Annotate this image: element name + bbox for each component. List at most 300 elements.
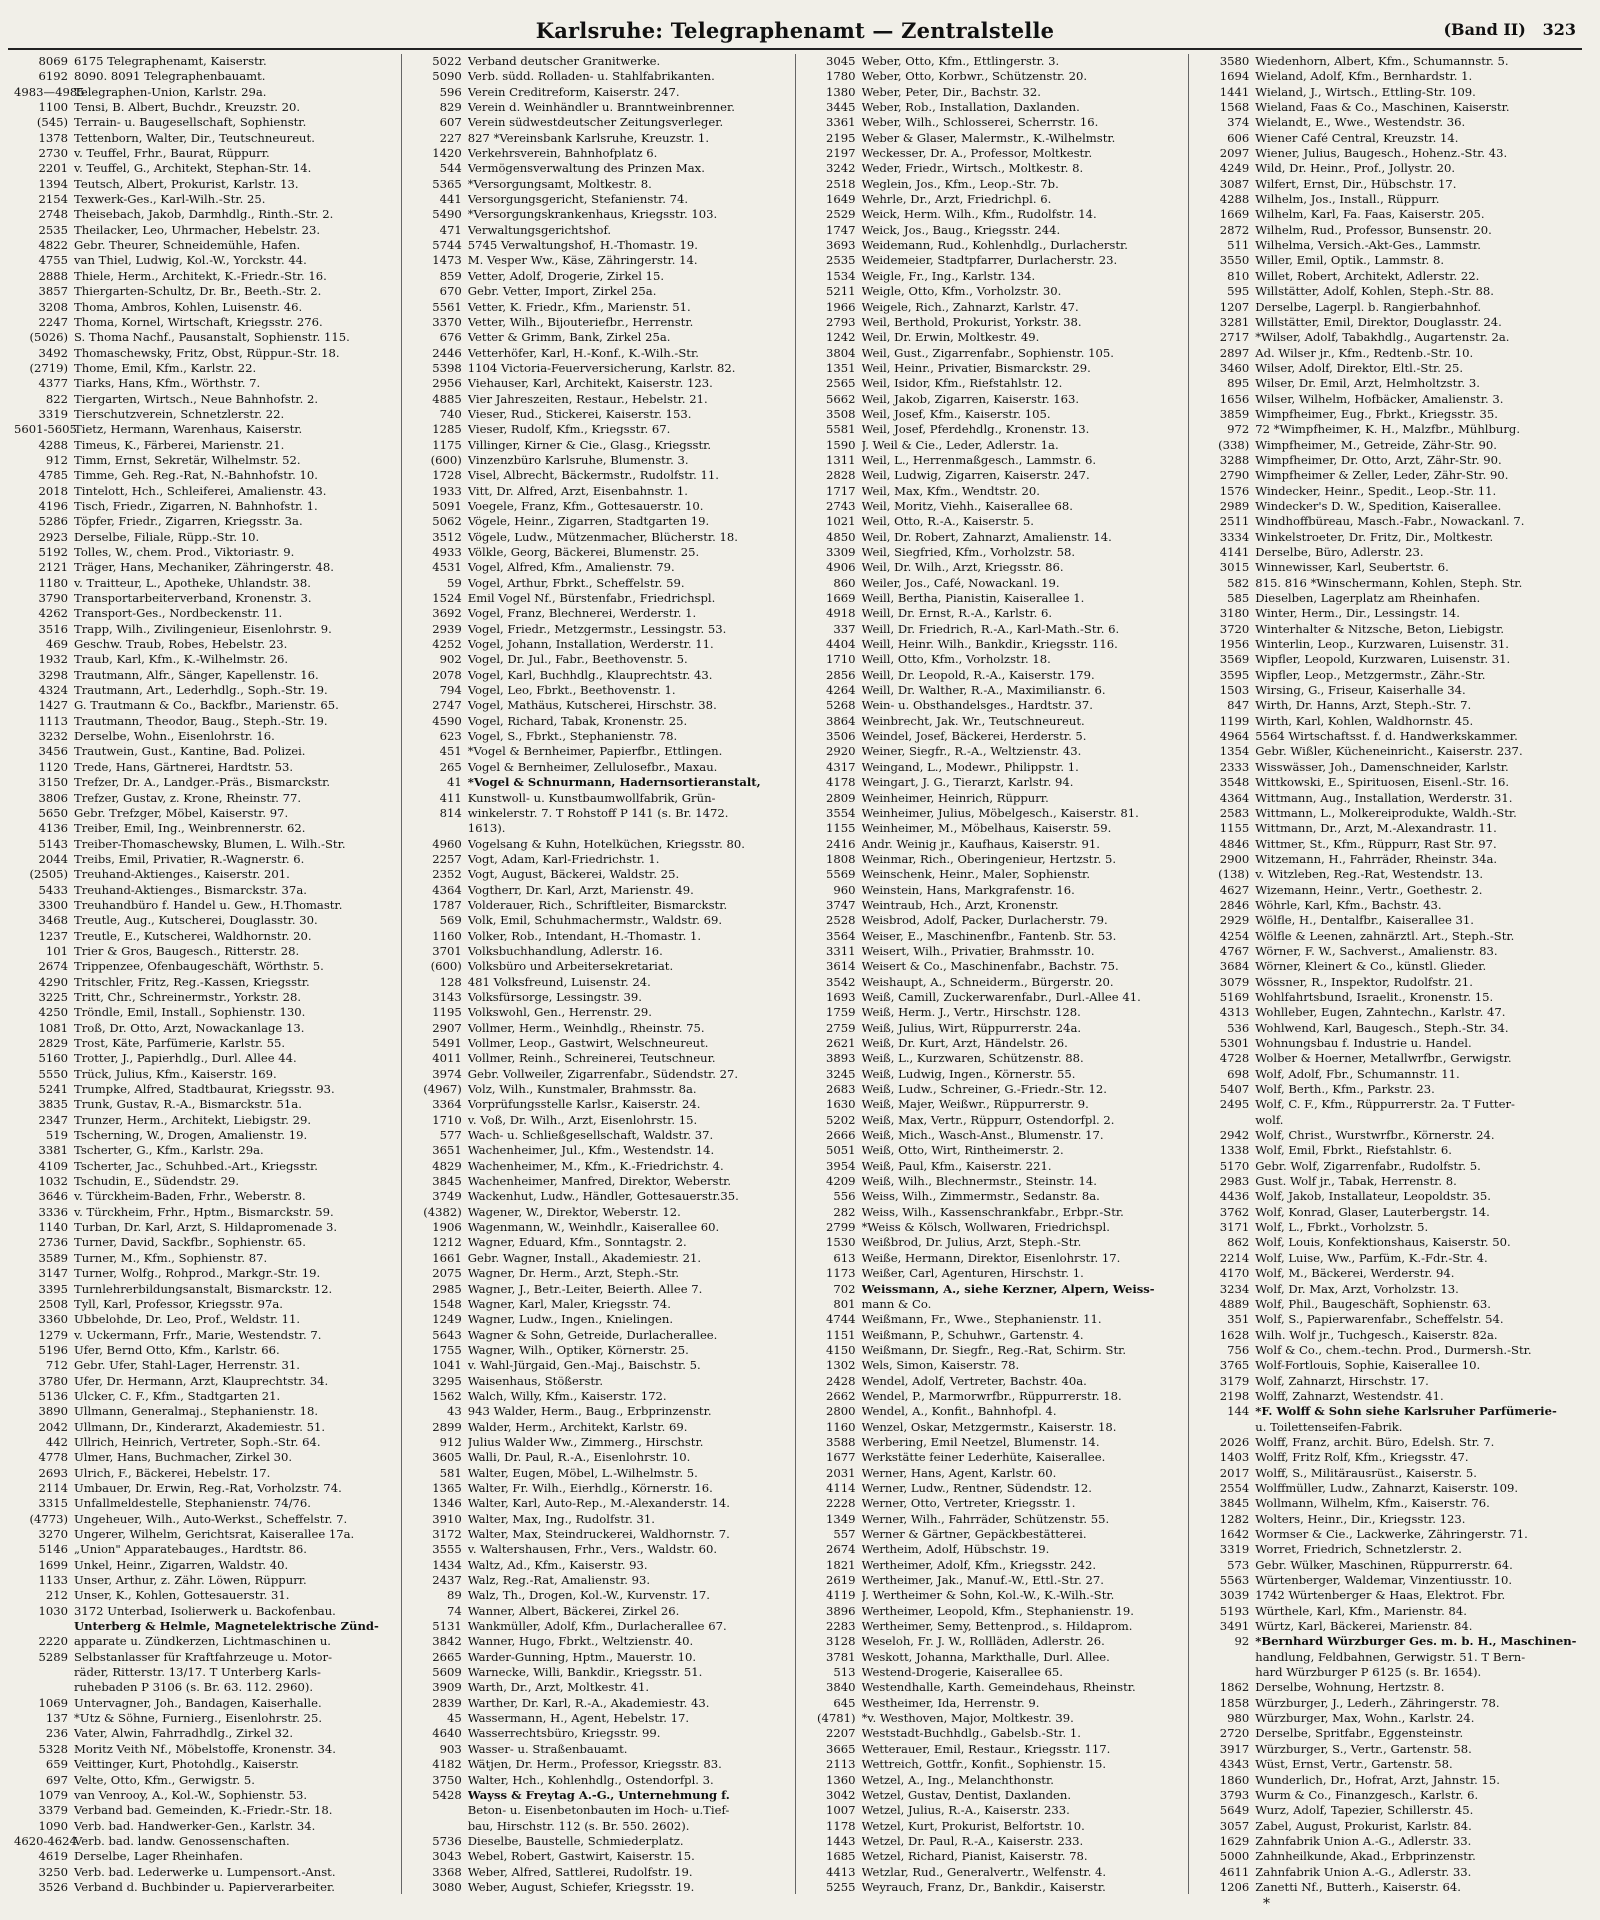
entry-text: Weglein, Jos., Kfm., Leop.-Str. 7b. [861, 176, 1059, 191]
directory-entry [802, 1573, 1183, 1588]
phone-number: 1530 [825, 1235, 856, 1250]
entry-text: Weinstein, Hans, Markgrafenstr. 16. [861, 882, 1075, 897]
entry-text: Derselbe, Filiale, Rüpp.-Str. 10. [74, 529, 260, 544]
entry-text: Texwerk-Ges., Karl-Wilh.-Str. 25. [74, 192, 266, 207]
directory-entry [1195, 1251, 1576, 1266]
phone-number: (4781) [816, 1711, 856, 1726]
entry-text: Wolters, Heinr., Dir., Kriegsstr. 123. [1255, 1511, 1466, 1526]
phone-number: 4785 [38, 468, 68, 483]
entry-text: 1742 Würtenberger & Haas, Elektrot. Fbr. [1255, 1588, 1506, 1603]
entry-text: Wolf, Louis, Konfektionshaus, Kaiserstr. 50. [1255, 1235, 1511, 1250]
entry-text: Ad. Wilser jr., Kfm., Redtenb.-Str. 10. [1255, 345, 1474, 360]
directory-entry [408, 1604, 789, 1619]
entry-text: Wölfle & Leenen, zahnärztl. Art., Steph.-Str. [1255, 928, 1515, 943]
phone-number: 3790 [38, 591, 68, 606]
directory-entry [802, 1051, 1183, 1066]
entry-text: Wolf, Jakob, Installateur, Leopoldstr. 35. [1255, 1189, 1491, 1204]
directory-entry [802, 284, 1183, 299]
entry-text: Weil, Dr. Erwin, Moltkestr. 49. [861, 330, 1040, 345]
directory-entry [408, 1159, 789, 1174]
entry-text: Würthele, Karl, Kfm., Marienstr. 84. [1255, 1603, 1467, 1618]
phone-number: 2683 [825, 1082, 856, 1097]
directory-entry [14, 1159, 395, 1174]
phone-number: 2800 [825, 1404, 856, 1419]
directory-entry [408, 1527, 789, 1542]
phone-number: 1041 [432, 1358, 462, 1373]
directory-entry [14, 315, 395, 330]
directory-entry [408, 146, 789, 161]
entry-text: Weiße, Hermann, Direktor, Eisenlohrstr. 17. [861, 1250, 1121, 1265]
phone-number: 2748 [38, 207, 68, 222]
directory-entry [14, 223, 395, 238]
phone-number: 3319 [1219, 1542, 1250, 1557]
phone-number: 859 [439, 268, 462, 283]
entry-text: Wolf & Co., chem.-techn. Prod., Durmersh.-Str. [1255, 1342, 1532, 1357]
entry-text: Wimpfheimer, M., Getreide, Zähr-Str. 90. [1255, 437, 1497, 452]
entry-text: Weil, Otto, R.-A., Kaiserstr. 5. [861, 514, 1034, 529]
entry-text: Weiss, Wilh., Zimmermstr., Sedanstr. 8a. [861, 1189, 1100, 1204]
phone-number: 2939 [432, 621, 462, 636]
directory-entry [1195, 1711, 1576, 1726]
directory-entry [802, 744, 1183, 759]
entry-text: J. Weil & Cie., Leder, Adlerstr. 1a. [861, 437, 1059, 452]
entry-text: Traub, Karl, Kfm., K.-Wilhelmstr. 26. [74, 652, 289, 667]
phone-number: 3917 [1219, 1741, 1250, 1756]
entry-text: Vogel, Franz, Blechnerei, Werderstr. 1. [467, 606, 697, 621]
phone-number: 5241 [38, 1082, 68, 1097]
entry-text: Wendel, Adolf, Vertreter, Bachstr. 40a. [861, 1373, 1087, 1388]
directory-entry [14, 269, 395, 284]
phone-number: 1427 [38, 698, 68, 713]
directory-entry [408, 791, 789, 806]
phone-number: 2717 [1219, 330, 1250, 345]
phone-number: 4249 [1219, 161, 1250, 176]
phone-number: 577 [439, 1128, 462, 1143]
directory-entry [802, 1036, 1183, 1051]
directory-entry [1195, 1036, 1576, 1051]
entry-text: Weiß, Majer, Weißwr., Rüppurrerstr. 9. [861, 1097, 1089, 1112]
page-header [8, 14, 1582, 50]
entry-text: Weiler, Jos., Café, Nowackanl. 19. [861, 575, 1060, 590]
phone-number: 5744 [432, 238, 462, 253]
phone-number: 1656 [1219, 391, 1250, 406]
entry-text: Volksbuchhandlung, Adlerstr. 16. [467, 943, 663, 958]
phone-number: 980 [1227, 1711, 1250, 1726]
directory-entry [14, 1788, 395, 1803]
directory-entry [408, 1036, 789, 1051]
directory-entry [802, 1696, 1183, 1711]
directory-entry [802, 100, 1183, 115]
entry-text: Verkehrsverein, Bahnhofplatz 6. [467, 146, 658, 161]
phone-number: 2759 [825, 1020, 856, 1035]
entry-text: Wendel, A., Konfit., Bahnhofpl. 4. [861, 1404, 1057, 1419]
entry-text: Weißbrod, Dr. Julius, Arzt, Steph.-Str. [861, 1235, 1082, 1250]
entry-text: Wayss & Freytag A.-G., Unternehmung f. [467, 1787, 730, 1802]
entry-text: Weinheimer, Julius, Möbelgesch., Kaiserstr. 81. [861, 805, 1139, 820]
directory-entry [802, 1389, 1183, 1404]
phone-number: 1685 [825, 1849, 856, 1864]
directory-entry [14, 1496, 395, 1511]
phone-number: 1420 [432, 146, 462, 161]
phone-number: 3750 [432, 1772, 462, 1787]
directory-entry [802, 468, 1183, 483]
directory-entry [14, 637, 395, 652]
directory-entry [802, 1757, 1183, 1772]
phone-number: 1661 [432, 1250, 462, 1265]
directory-entry [408, 161, 789, 176]
directory-entry [1195, 453, 1576, 468]
phone-number: 3974 [432, 1066, 462, 1081]
directory-entry [1195, 1435, 1576, 1450]
directory-entry [408, 883, 789, 898]
phone-number: 4141 [1219, 545, 1250, 559]
directory-entry [408, 115, 789, 130]
directory-entry [408, 1865, 789, 1880]
phone-number: 1380 [825, 84, 856, 99]
directory-entry [408, 253, 789, 268]
directory-entry [802, 192, 1183, 207]
directory-entry [1195, 944, 1576, 959]
directory-entry [408, 1573, 789, 1588]
directory-entry [802, 1665, 1183, 1680]
phone-number: 2907 [432, 1020, 462, 1035]
entry-text: Weindel, Josef, Bäckerei, Herderstr. 5. [861, 729, 1087, 744]
phone-number: 4983—4985 [14, 84, 85, 99]
phone-number: 3910 [432, 1511, 462, 1526]
entry-text: Wiener, Julius, Baugesch., Hohenz.-Str. 43. [1255, 146, 1508, 161]
directory-entry [408, 1374, 789, 1389]
entry-text: Wackenhut, Ludw., Händler, Gottesauerstr.35. [467, 1189, 739, 1204]
phone-number: 2619 [825, 1573, 856, 1588]
entry-text: Wurz, Adolf, Tapezier, Schillerstr. 45. [1255, 1803, 1474, 1818]
entry-text: Wagenmann, W., Weinhdlr., Kaiserallee 60. [467, 1220, 720, 1235]
phone-number: 3150 [38, 775, 68, 790]
phone-number: 4252 [432, 637, 462, 652]
phone-number: 860 [833, 575, 856, 590]
phone-number: 469 [45, 637, 68, 652]
entry-text: Gebr. Wülker, Maschinen, Rüppurrerstr. 64. [1255, 1557, 1513, 1572]
directory-entry [802, 1235, 1183, 1250]
phone-number: 1669 [1219, 207, 1250, 222]
entry-text: Ulmer, Hans, Buchmacher, Zirkel 30. [74, 1450, 293, 1465]
directory-entry [408, 422, 789, 437]
phone-number: (2505) [29, 867, 68, 882]
phone-number: 1403 [1219, 1450, 1250, 1465]
phone-number: 4889 [1219, 1296, 1250, 1311]
phone-number: 5169 [1219, 989, 1250, 1004]
entry-text: Weiser, E., Maschinenfbr., Fantenb. Str. 53. [861, 928, 1117, 943]
entry-text: Telegraphen-Union, Karlstr. 29a. [74, 84, 267, 99]
phone-number: 3288 [1219, 452, 1250, 467]
entry-text: Beton- u. Eisenbetonbauten im Hoch- u.Tief- [467, 1803, 730, 1818]
directory-entry [1195, 1604, 1576, 1619]
entry-text: Weill, Heinr. Wilh., Bankdir., Kriegsstr. 116. [861, 637, 1118, 652]
directory-entry [408, 959, 789, 974]
directory-entry [408, 683, 789, 698]
directory-entry [1195, 1849, 1576, 1864]
entry-text: Weinmar, Rich., Oberingenieur, Hertzstr. 5. [861, 851, 1117, 866]
phone-number: 227 [439, 130, 462, 145]
entry-text: Wolf, Dr. Max, Arzt, Vorholzstr. 13. [1255, 1281, 1459, 1296]
phone-number: 912 [439, 1434, 462, 1449]
phone-number: 2856 [825, 667, 856, 682]
directory-entry [408, 729, 789, 744]
phone-number: 1747 [825, 222, 856, 237]
directory-entry [802, 1312, 1183, 1327]
phone-number: 3445 [825, 100, 856, 115]
phone-number: 2828 [825, 468, 856, 483]
entry-text: Volksfürsorge, Lessingstr. 39. [467, 989, 642, 1004]
directory-entry [14, 1235, 395, 1250]
directory-entry [408, 821, 789, 836]
directory-entry [802, 300, 1183, 315]
directory-entry [1195, 1189, 1576, 1204]
phone-number: 3361 [825, 115, 856, 130]
phone-number: 569 [439, 913, 462, 928]
phone-number: 1932 [38, 652, 68, 667]
entry-text: Zahnfabrik Union A.-G., Adlerstr. 33. [1255, 1864, 1472, 1879]
entry-text: Weiß, Julius, Wirt, Rüppurrerstr. 24a. [861, 1020, 1082, 1035]
phone-number: 2809 [825, 790, 856, 805]
entry-text: Willstätter, Emil, Direktor, Douglasstr. 24. [1255, 314, 1502, 329]
phone-number: 5091 [432, 498, 462, 513]
entry-text: Vogel, S., Fbrkt., Stephanienstr. 78. [467, 729, 678, 744]
phone-number: 4918 [825, 606, 856, 621]
directory-entry [1195, 867, 1576, 882]
phone-number: 3692 [432, 606, 462, 621]
entry-text: Thiergarten-Schultz, Dr. Br., Beeth.-Str. 2. [74, 284, 322, 299]
phone-number: 3588 [825, 1434, 856, 1449]
phone-number: 3460 [1219, 360, 1250, 375]
phone-number: 3589 [38, 1250, 68, 1265]
phone-number: 3554 [825, 805, 856, 820]
entry-text: Vetterhöfer, Karl, H.-Konf., K.-Wilh.-Str. [467, 345, 699, 360]
directory-entry [14, 760, 395, 775]
entry-text: Tritschler, Fritz, Reg.-Kassen, Kriegsstr. [74, 974, 310, 989]
entry-text: *Utz & Söhne, Furnierg., Eisenlohrstr. 25. [74, 1711, 323, 1726]
phone-number: 513 [833, 1665, 856, 1680]
phone-number: 2154 [38, 192, 68, 207]
directory-entry [14, 1450, 395, 1465]
phone-number [1195, 1113, 1255, 1128]
phone-number: 5563 [1219, 1573, 1250, 1588]
entry-text: *Weiss & Kölsch, Wollwaren, Friedrichspl. [861, 1220, 1110, 1235]
phone-number: 74 [446, 1603, 462, 1618]
directory-entry [1195, 223, 1576, 238]
phone-number: 3651 [432, 1143, 462, 1158]
entry-text: Werkstätte feiner Lederhüte, Kaiserallee. [861, 1450, 1106, 1465]
entry-text: Worret, Friedrich, Schnetzlerstr. 2. [1255, 1542, 1462, 1557]
phone-number: 3864 [825, 713, 856, 728]
entry-text: Würzburger, J., Lederh., Zähringerstr. 78. [1255, 1695, 1500, 1710]
directory-entry [1195, 1726, 1576, 1741]
phone-number: 2730 [38, 146, 68, 161]
phone-number: 4850 [825, 529, 856, 544]
phone-number: 3270 [38, 1527, 68, 1541]
directory-entry [802, 883, 1183, 898]
entry-text: Winterlin, Leop., Kurzwaren, Luisenstr. 31. [1255, 637, 1509, 652]
directory-entry [802, 1343, 1183, 1358]
phone-number: 2347 [38, 1112, 68, 1127]
phone-number: 2220 [38, 1634, 68, 1649]
directory-entry [14, 238, 395, 253]
phone-number: 902 [439, 652, 462, 667]
entry-text: Weill, Dr. Ernst, R.-A., Karlstr. 6. [861, 606, 1053, 621]
entry-text: Vetter & Grimm, Bank, Zirkel 25a. [467, 330, 671, 345]
phone-number: 3893 [825, 1051, 856, 1066]
phone-number: 4178 [825, 775, 856, 790]
entry-text: Wolf, C. F., Kfm., Rüppurrerstr. 2a. T Futter- [1255, 1097, 1515, 1112]
phone-number: 411 [439, 790, 462, 805]
entry-text: Vermögensverwaltung des Prinzen Max. [467, 161, 705, 176]
phone-number: 822 [45, 391, 68, 406]
directory-entry [802, 1634, 1183, 1649]
directory-entry [408, 606, 789, 621]
entry-text: *v. Westhoven, Major, Moltkestr. 39. [861, 1711, 1074, 1726]
directory-entry [1195, 177, 1576, 192]
entry-text: Wolffmüller, Ludw., Zahnarzt, Kaiserstr. 109. [1255, 1480, 1519, 1495]
phone-number: 1155 [1219, 821, 1250, 836]
entry-text: Wurm & Co., Finanzgesch., Karlstr. 6. [1255, 1787, 1479, 1802]
phone-number: 1180 [38, 575, 68, 590]
directory-entry [802, 1358, 1183, 1373]
entry-text: Wagner, Karl, Maler, Kriegsstr. 74. [467, 1296, 671, 1311]
directory-entry [14, 1266, 395, 1281]
directory-entry [14, 422, 395, 437]
directory-entry [1195, 1481, 1576, 1496]
phone-number: 2920 [825, 744, 856, 759]
phone-number: 3381 [38, 1143, 68, 1158]
phone-number: 4933 [432, 545, 462, 559]
entry-text: Tröndle, Emil, Install., Sophienstr. 130. [74, 1005, 306, 1020]
phone-number: 3336 [38, 1204, 68, 1219]
directory-entry [408, 1113, 789, 1128]
phone-number: 2113 [825, 1757, 856, 1772]
entry-text: Wagener, W., Direktor, Weberstr. 12. [467, 1204, 681, 1219]
phone-number: 236 [45, 1726, 68, 1741]
phone-number: 2228 [825, 1496, 856, 1511]
entry-text: Vieser, Rud., Stickerei, Kaiserstr. 153. [467, 406, 692, 421]
entry-text: Wätjen, Dr. Herm., Professor, Kriegsstr. 83. [467, 1757, 722, 1772]
directory-entry [802, 422, 1183, 437]
phone-number: 4317 [825, 759, 856, 774]
phone-number: 1933 [432, 483, 462, 498]
phone-number: 2257 [432, 851, 462, 866]
phone-number: 3309 [825, 545, 856, 559]
entry-text: Trapp, Wilh., Zivilingenieur, Eisenlohrstr. 9. [74, 621, 332, 636]
phone-number: 1906 [432, 1220, 462, 1235]
phone-number: 862 [1227, 1235, 1250, 1250]
directory-entry [14, 131, 395, 146]
directory-entry [14, 85, 395, 100]
phone-number: (5026) [29, 330, 68, 345]
phone-number: 2897 [1219, 345, 1250, 360]
phone-number: 3747 [825, 897, 856, 912]
phone-number: 2352 [432, 867, 462, 882]
directory-entry [1195, 1742, 1576, 1757]
directory-entry [408, 192, 789, 207]
phone-number: 4728 [1219, 1051, 1250, 1066]
phone-number: 659 [45, 1757, 68, 1772]
entry-text: Waisenhaus, Stößerstr. [467, 1373, 604, 1388]
phone-number: 3842 [432, 1634, 462, 1649]
entry-text: Trunk, Gustav, R.-A., Bismarckstr. 51a. [74, 1097, 302, 1112]
phone-number: 4262 [38, 606, 68, 621]
phone-number: 2662 [825, 1388, 856, 1403]
directory-entry [1195, 560, 1576, 575]
phone-number [408, 1819, 468, 1834]
entry-text: Weigle, Fr., Ing., Karlstr. 134. [861, 268, 1036, 283]
directory-entry [408, 1021, 789, 1036]
entry-text: Verband d. Buchbinder u. Papierverarbeiter. [74, 1879, 335, 1894]
directory-entry [1195, 668, 1576, 683]
directory-entry [408, 576, 789, 591]
phone-number: 4755 [38, 253, 68, 268]
directory-entry [14, 1205, 395, 1220]
entry-text: Weill, Dr. Walther, R.-A., Maximilianstr. 6. [861, 683, 1106, 698]
directory-entry [14, 484, 395, 499]
phone-number: 2017 [1219, 1465, 1250, 1480]
entry-text: Warder-Gunning, Hptm., Mauerstr. 10. [467, 1649, 697, 1664]
directory-entry [408, 545, 789, 560]
phone-number: 1365 [432, 1480, 462, 1495]
phone-number: 3693 [825, 238, 856, 253]
entry-text: Wielandt, E., Wwe., Westendstr. 36. [1255, 115, 1466, 130]
entry-text: Tiergarten, Wirtsch., Neue Bahnhofstr. 2. [74, 391, 319, 406]
directory-entry [14, 1021, 395, 1036]
directory-entry [802, 852, 1183, 867]
phone-number: 2674 [38, 959, 68, 974]
directory-entry [408, 100, 789, 115]
entry-text: Tierschutzverein, Schnetzlerstr. 22. [74, 406, 285, 421]
phone-number: 1351 [825, 360, 856, 375]
entry-text: Veittinger, Kurt, Photohdlg., Kaiserstr. [74, 1757, 299, 1772]
directory-entry [802, 821, 1183, 836]
directory-entry [14, 576, 395, 591]
directory-entry [408, 300, 789, 315]
directory-entry [802, 530, 1183, 545]
directory-entry [802, 438, 1183, 453]
entry-text: Wieland, J., Wirtsch., Ettling-Str. 109. [1255, 84, 1476, 99]
phone-number: 3364 [432, 1097, 462, 1112]
phone-number: 2529 [825, 207, 856, 222]
phone-number: 41 [446, 775, 462, 790]
entry-text: Wilfert, Ernst, Dir., Hübschstr. 17. [1255, 176, 1457, 191]
directory-entry [1195, 729, 1576, 744]
directory-entry [14, 100, 395, 115]
entry-text: S. Thoma Nachf., Pausanstalt, Sophienstr. 115. [74, 330, 350, 345]
directory-entry [802, 1496, 1183, 1511]
directory-entry [408, 1251, 789, 1266]
entry-text: Tietz, Hermann, Warenhaus, Kaiserstr. [74, 422, 303, 437]
directory-entry [408, 284, 789, 299]
entry-text: Weiß, Herm. J., Vertr., Hirschstr. 128. [861, 1005, 1081, 1020]
phone-number: 4619 [38, 1849, 68, 1864]
directory-entry [802, 1527, 1183, 1542]
directory-entry [1195, 269, 1576, 284]
phone-number: 1858 [1219, 1695, 1250, 1710]
phone-number: 5022 [432, 54, 462, 68]
phone-number: 5328 [38, 1741, 68, 1756]
entry-text: *Wilser, Adolf, Tabakhdlg., Augartenstr. 2a. [1255, 330, 1510, 345]
phone-number [1195, 1665, 1255, 1680]
footer-asterisk: * [1263, 1896, 1270, 1912]
directory-entry [1195, 407, 1576, 422]
phone-number: 1534 [825, 268, 856, 283]
directory-entry [1195, 714, 1576, 729]
entry-text: Zabel, August, Prokurist, Karlstr. 84. [1255, 1818, 1472, 1833]
phone-number: 1069 [38, 1695, 68, 1710]
